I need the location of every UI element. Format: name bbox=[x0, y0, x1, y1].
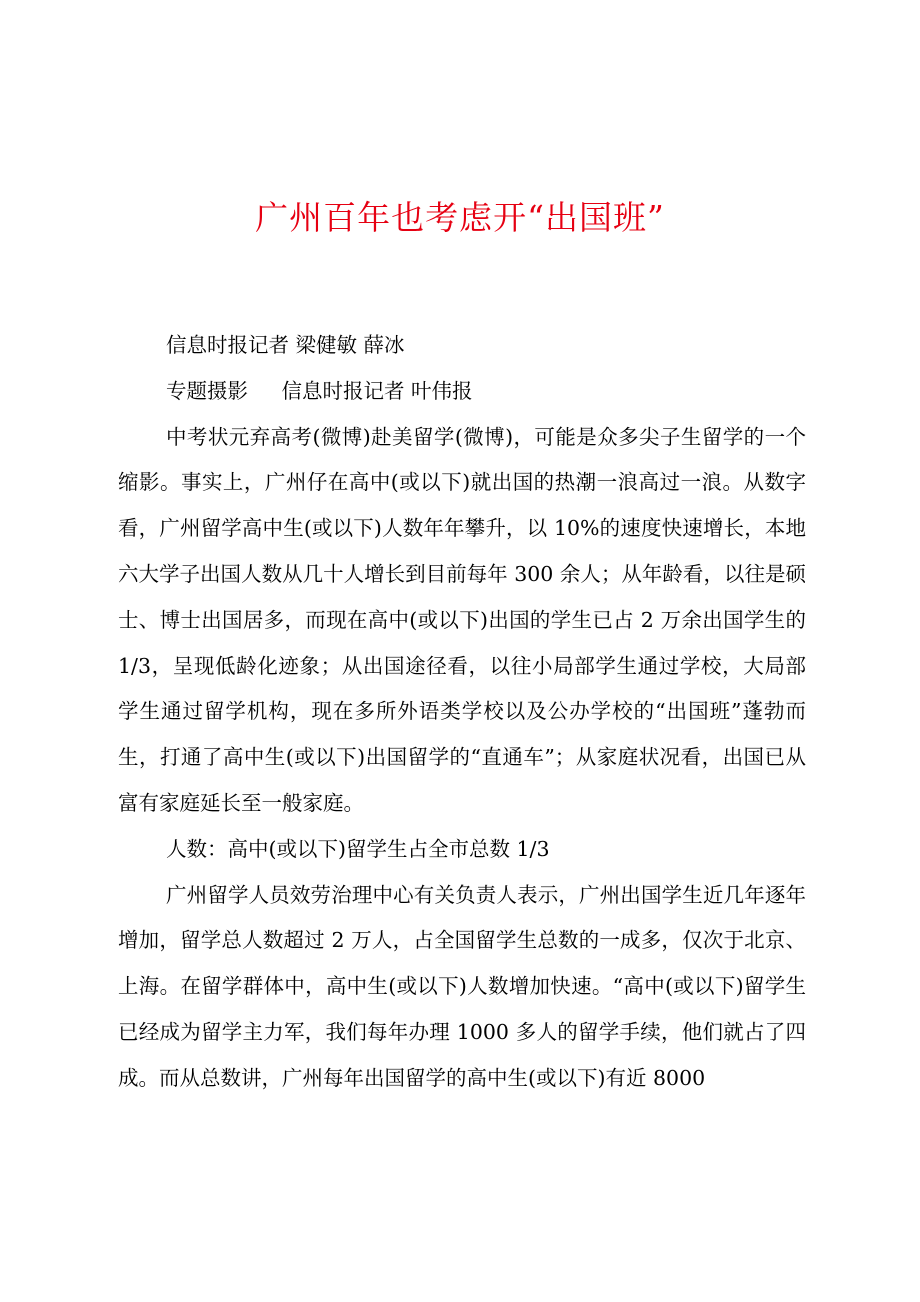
document-title: 广州百年也考虑开“出国班” bbox=[255, 198, 665, 237]
byline-reporters: 信息时报记者 梁健敏 薛冰 bbox=[166, 333, 405, 357]
byline-photography: 专题摄影 信息时报记者 叶伟报 bbox=[166, 378, 473, 403]
section-heading: 人数：高中(或以下)留学生占全市总数 1/3 bbox=[166, 836, 550, 861]
body-paragraph: 中考状元弃高考(微博)赴美留学(微博)，可能是众多尖子生留学的一个缩影。事实上，广州仔在高中(或以下)就出国的热潮一浪高过一浪。从数字看，广州留学高中生(或以下)人数年年攀升，以 10%的速度快速增长，本地六大学子出国人数从几十人增长到目前每年 300 余人；从年龄看，以往是硕士、博士出国居多，而现在高中(或以下)出国的学生已占 2 万余出国学生的 1/3，呈现低龄化迹象；从出国途径看，以往小局部学生通过学校，大局部学生通过留学机构，现在多所外语类学校以及公办学校的“出国班”蓬勃而生，打通了高中生(或以下)出国留学的“直通车”；从家庭状况看，出国已从富有家庭延长至一般家庭。 bbox=[118, 424, 806, 815]
document-body bbox=[118, 323, 806, 1102]
body-paragraph: 广州留学人员效劳治理中心有关负责人表示，广州出国学生近几年逐年增加，留学总人数超过 2 万人，占全国留学生总数的一成多，仅次于北京、上海。在留学群体中，高中生(或以下)人数增加快速。“高中(或以下)留学生已经成为留学主力军，我们每年办理 1000 多人的留学手续，他们就占了四成。而从总数讲，广州每年出国留学的高中生(或以下)有近 8000 bbox=[118, 882, 806, 1090]
